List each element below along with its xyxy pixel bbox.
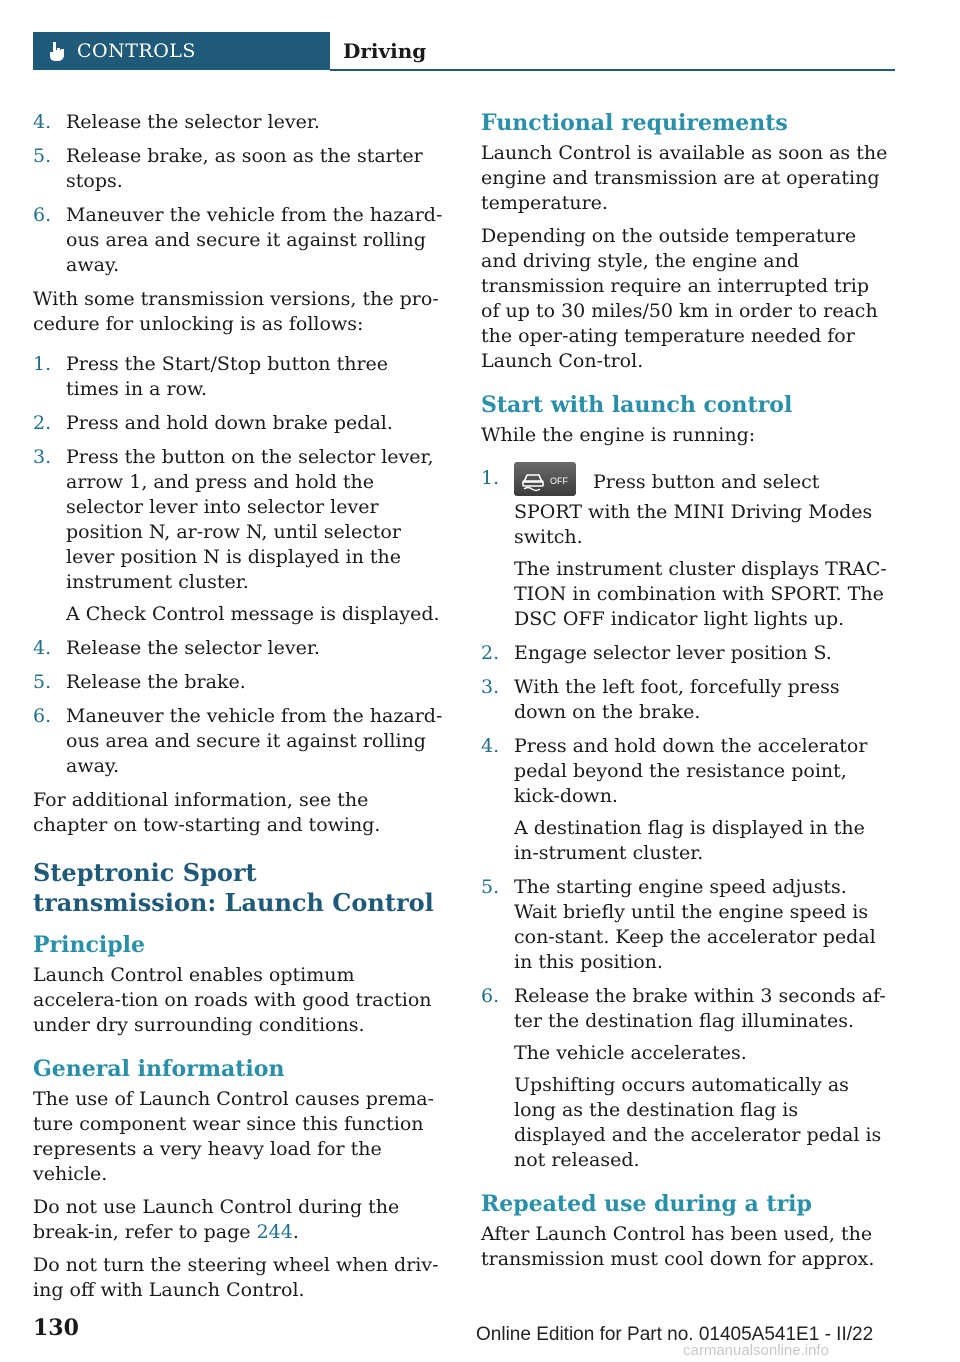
list-item: 1. OFF Press button and select SPORT with the MINI Driving Modes switch. The instrument cluster displays TRAC-TION in combination with SPORT. The DSC OFF indicator light lights up. xyxy=(481,466,893,632)
launch-steps-list xyxy=(481,466,893,1173)
principle-text: Launch Control enables optimum accelera-tion on roads with good traction under dry surrounding conditions. xyxy=(33,964,432,1036)
pointing-hand-icon xyxy=(45,40,67,62)
list-item: 5. Release the brake. xyxy=(33,671,246,693)
functional-text-2: Depending on the outside temperature and driving style, the engine and transmission require an interrupted trip of up to 30 miles/50 km in order to reach the oper-ating temperature needed for Launch Con-trol. xyxy=(481,225,878,372)
left-column xyxy=(33,110,445,1311)
list-item: 6. Release the brake within 3 seconds af-ter the destination flag illuminates. The vehicle accelerates. Upshifting occurs automatically as long as the destination flag is displayed and the accelerator pedal is not released. xyxy=(481,985,886,1171)
list-item: 4. Release the selector lever. xyxy=(33,111,320,133)
functional-requirements-heading: Functional requirements xyxy=(481,110,788,136)
list-item: 5. The starting engine speed adjusts. Wait briefly until the engine speed is con-stant. Keep the accelerator pedal in this position. xyxy=(481,876,876,973)
list-item: 6. Maneuver the vehicle from the hazard-ous area and secure it against rolling away. xyxy=(33,204,443,276)
unlock-intro: With some transmission versions, the pro-cedure for unlocking is as follows: xyxy=(33,288,439,335)
page-reference-link[interactable]: 244 xyxy=(256,1221,293,1243)
list-item: 4. Release the selector lever. xyxy=(33,637,320,659)
section-heading: Steptronic Sport transmission: Launch Control xyxy=(33,858,434,917)
list-item: 2. Press and hold down brake pedal. xyxy=(33,412,393,434)
principle-heading: Principle xyxy=(33,932,145,958)
page-number: 130 xyxy=(33,1315,79,1341)
repeated-use-heading: Repeated use during a trip xyxy=(481,1191,812,1217)
page-header xyxy=(33,32,895,72)
general-text-3: Do not turn the steering wheel when driv-ing off with Launch Control. xyxy=(33,1254,439,1301)
functional-text-1: Launch Control is available as soon as the engine and transmission are at operating temperature. xyxy=(481,142,888,214)
list-item: 3. Press the button on the selector lever, arrow 1, and press and hold the selector lever into selector lever position N, ar-row N, until selector lever position N is displayed in the instrument cluster. A Check Control message is displayed. xyxy=(33,446,440,625)
list-item: 6. Maneuver the vehicle from the hazard-ous area and secure it against rolling away. xyxy=(33,705,443,777)
start-intro: While the engine is running: xyxy=(481,424,756,446)
list-item: 3. With the left foot, forcefully press down on the brake. xyxy=(481,676,840,723)
chapter-title: Driving xyxy=(343,39,427,63)
watermark: carmanualsonline.info xyxy=(683,1342,829,1359)
header-rule xyxy=(330,69,895,71)
section-label: CONTROLS xyxy=(77,40,196,62)
icon-off-label: OFF xyxy=(550,476,568,486)
general-heading: General information xyxy=(33,1056,285,1082)
steps-list-b xyxy=(33,352,445,779)
general-text-1: The use of Launch Control causes prema-ture component wear since this function represents a very heavy load for the vehicle. xyxy=(33,1088,435,1185)
general-text-2: Do not use Launch Control during the break-in, refer to page 244. xyxy=(33,1196,400,1243)
list-item: 2. Engage selector lever position S. xyxy=(481,642,832,664)
steps-list-a xyxy=(33,110,445,278)
right-column xyxy=(481,110,893,1280)
list-item: 1. Press the Start/Stop button three times in a row. xyxy=(33,353,389,400)
repeated-use-text: After Launch Control has been used, the transmission must cool down for approx. xyxy=(481,1223,875,1270)
start-heading: Start with launch control xyxy=(481,392,793,418)
list-item: 4. Press and hold down the accelerator pedal beyond the resistance point, kick-down. A destination flag is displayed in the in-strument cluster. xyxy=(481,735,868,864)
list-item: 5. Release brake, as soon as the starter stops. xyxy=(33,145,423,192)
dsc-off-button-icon xyxy=(514,462,576,496)
section-tab xyxy=(33,32,330,70)
edition-footer: Online Edition for Part no. 01405A541E1 - II/22 xyxy=(476,1324,874,1345)
more-info-text: For additional information, see the chapter on tow-starting and towing. xyxy=(33,789,381,836)
